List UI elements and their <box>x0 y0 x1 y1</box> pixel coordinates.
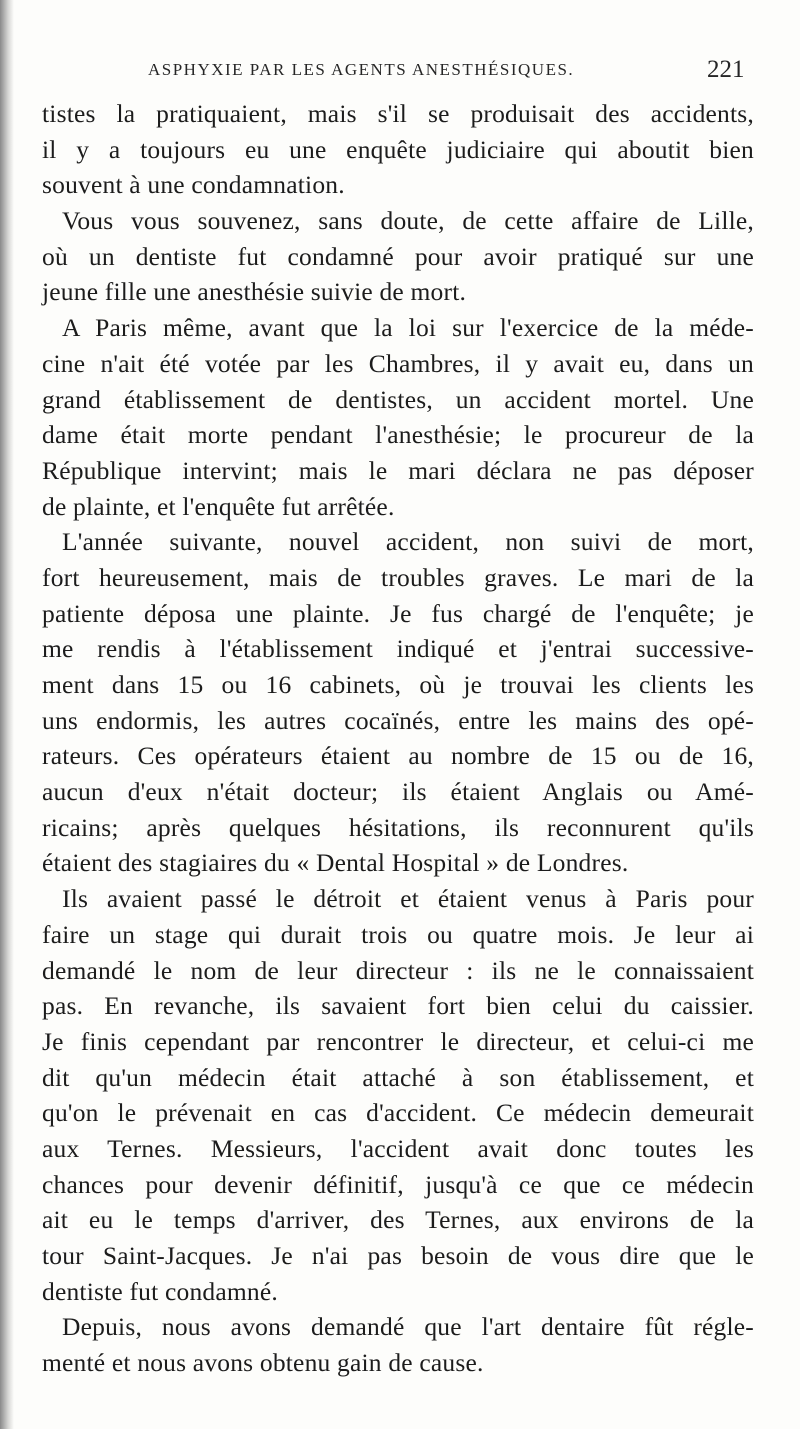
page-header <box>0 56 800 90</box>
text-line: il y a toujours eu une enquête judiciaire qui aboutit bien <box>42 134 754 164</box>
body-text <box>42 96 754 1381</box>
text-line: pas. En revanche, ils savaient fort bien celui du caissier. <box>42 991 754 1021</box>
text-line: uns endormis, les autres cocaïnés, entre les mains des opé- <box>42 705 754 735</box>
paragraph <box>42 524 754 881</box>
text-line: jeune fille une anesthésie suivie de mort. <box>42 277 467 307</box>
paragraph <box>42 1309 754 1380</box>
text-line: tour Saint-Jacques. Je n'ai pas besoin de vous dire que le <box>42 1241 754 1270</box>
text-line: tistes la pratiquaient, mais s'il se produisait des accidents, <box>42 99 754 128</box>
text-line: Je finis cependant par rencontrer le directeur, et celui-ci me <box>42 1026 754 1056</box>
text-line: étaient des stagiaires du « Dental Hospital » de Londres. <box>42 848 629 878</box>
text-line: aux Ternes. Messieurs, l'accident avait donc toutes les <box>42 1133 754 1163</box>
page-number: 221 <box>707 56 745 83</box>
text-line: menté et nous avons obtenu gain de cause. <box>42 1348 484 1378</box>
text-line: ricains; après quelques hésitations, ils reconnurent qu'ils <box>42 812 754 842</box>
text-line: ait eu le temps d'arriver, des Ternes, aux environs de la <box>42 1205 754 1235</box>
text-line: où un dentiste fut condamné pour avoir pratiqué sur une <box>42 241 754 271</box>
text-line: de plainte, et l'enquête fut arrêtée. <box>42 491 395 521</box>
text-line: cine n'ait été votée par les Chambres, il y avait eu, dans un <box>42 348 754 378</box>
text-line: fort heureusement, mais de troubles graves. Le mari de la <box>42 562 754 592</box>
paragraph <box>42 203 754 310</box>
text-line: grand établissement de dentistes, un accident mortel. Une <box>42 384 754 414</box>
paragraph <box>42 310 754 524</box>
text-line: faire un stage qui durait trois ou quatre mois. Je leur ai <box>42 919 754 949</box>
text-line: dentiste fut condamné. <box>42 1276 278 1306</box>
binding-shadow <box>0 0 14 1429</box>
text-line: L'année suivante, nouvel accident, non suivi de mort, <box>62 527 754 557</box>
paragraph <box>42 881 754 1309</box>
text-line: ment dans 15 ou 16 cabinets, où je trouvai les clients les <box>42 670 754 699</box>
paragraph <box>42 96 754 203</box>
text-line: chances pour devenir définitif, jusqu'à ce que ce médecin <box>42 1169 754 1199</box>
text-line: rateurs. Ces opérateurs étaient au nombre de 15 ou de 16, <box>42 741 754 771</box>
text-line: République intervint; mais le mari déclara ne pas déposer <box>42 455 754 485</box>
text-line: Depuis, nous avons demandé que l'art dentaire fût régle- <box>62 1312 754 1342</box>
text-line: souvent à une condamnation. <box>42 170 345 200</box>
text-line: dame était morte pendant l'anesthésie; le procureur de la <box>42 420 754 450</box>
text-line: A Paris même, avant que la loi sur l'exercice de la méde- <box>62 313 754 343</box>
text-line: me rendis à l'établissement indiqué et j'entrai successive- <box>42 634 754 664</box>
text-line: Ils avaient passé le détroit et étaient venus à Paris pour <box>62 884 754 914</box>
text-line: Vous vous souvenez, sans doute, de cette affaire de Lille, <box>62 206 754 236</box>
running-title: ASPHYXIE PAR LES AGENTS ANESTHÉSIQUES. <box>148 60 575 79</box>
text-line: aucun d'eux n'était docteur; ils étaient Anglais ou Amé- <box>42 777 754 807</box>
text-line: patiente déposa une plainte. Je fus chargé de l'enquête; je <box>42 598 754 628</box>
text-line: demandé le nom de leur directeur : ils ne le connaissaient <box>42 955 754 985</box>
text-line: dit qu'un médecin était attaché à son établissement, et <box>42 1062 754 1092</box>
text-line: qu'on le prévenait en cas d'accident. Ce médecin demeurait <box>42 1098 754 1128</box>
